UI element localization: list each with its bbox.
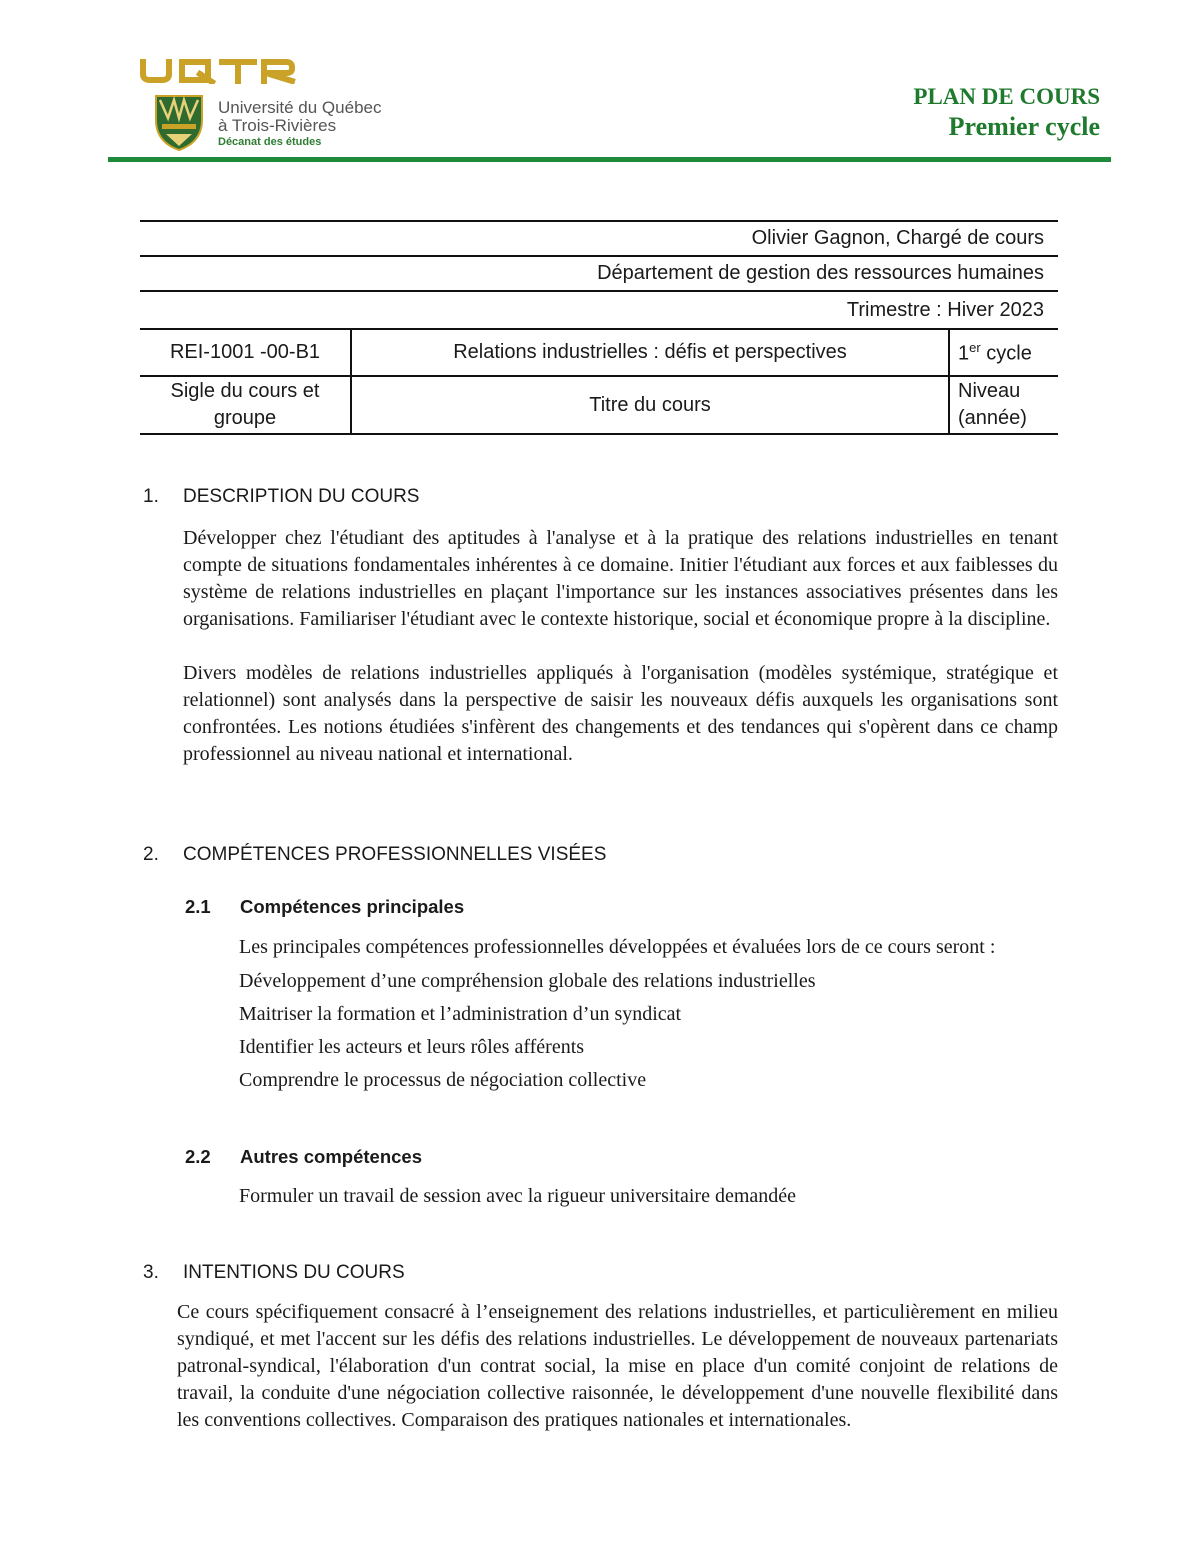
intentions-body xyxy=(177,1299,1058,1434)
course-level xyxy=(949,329,1058,376)
plan-subtitle: Premier cycle xyxy=(948,112,1100,141)
instructor-row xyxy=(140,220,1058,255)
section-title: DESCRIPTION DU COURS xyxy=(183,486,420,507)
university-name-line1: Université du Québec xyxy=(218,98,382,117)
uqtr-wordmark xyxy=(138,58,298,84)
table-row xyxy=(140,376,1058,434)
competences-intro: Les principales compétences professionnelles développées et évaluées lors de ce cours seront : xyxy=(239,936,996,958)
subsection-number: 2.1 xyxy=(185,896,211,917)
course-info-table xyxy=(140,220,1058,435)
section-number: 2. xyxy=(143,844,159,865)
label-code-line1: Sigle du cours et xyxy=(170,380,320,402)
list-item: Identifier les acteurs et leurs rôles afférents xyxy=(239,1036,585,1058)
table-row xyxy=(140,329,1058,376)
section-heading xyxy=(143,1262,1063,1284)
course-code: REI-1001 -00-B1 xyxy=(140,329,351,376)
section-title: INTENTIONS DU COURS xyxy=(183,1262,405,1283)
course-identification-table xyxy=(140,328,1058,435)
section-title: COMPÉTENCES PROFESSIONNELLES VISÉES xyxy=(183,844,607,865)
page-header xyxy=(0,0,1200,170)
department-row xyxy=(140,255,1058,290)
label-level xyxy=(949,376,1058,434)
list-item: Formuler un travail de session avec la rigueur universitaire demandée xyxy=(239,1185,797,1207)
subsection-heading xyxy=(185,896,1105,918)
section-heading xyxy=(143,486,1063,508)
subsection-title: Autres compétences xyxy=(240,1146,422,1167)
term-label: Trimestre : Hiver 2023 xyxy=(846,298,1044,321)
list-item: Comprendre le processus de négociation collective xyxy=(239,1069,647,1091)
university-unit: Décanat des études xyxy=(218,136,322,148)
plan-title: PLAN DE COURS xyxy=(913,84,1100,109)
section-competences xyxy=(143,844,1063,866)
subsection-heading xyxy=(185,1146,1105,1168)
subsection-number: 2.2 xyxy=(185,1146,211,1167)
label-code-line2: groupe xyxy=(213,407,277,429)
university-name-line2: à Trois-Rivières xyxy=(218,116,337,135)
section-description xyxy=(143,486,1063,508)
level-word: cycle xyxy=(980,342,1032,365)
header-divider xyxy=(108,157,1111,162)
label-course-title: Titre du cours xyxy=(351,376,949,434)
section-intentions xyxy=(143,1262,1063,1284)
description-paragraph-2: Divers modèles de relations industrielles appliqués à l'organisation (modèles systémique, stratégique et relationnel) sont analysés dans la perspective de saisir les nouveaux défis auxquels les organisations sont confrontées. Les notions étudiées s'infèrent des changements et des tendances qui s'opèrent dans ce champ professionnel au niveau national et international. xyxy=(183,662,1058,765)
level-number: 1 xyxy=(958,342,970,365)
instructor-name: Olivier Gagnon, Chargé de cours xyxy=(751,227,1044,249)
description-paragraph-1: Développer chez l'étudiant des aptitudes à l'analyse et à la pratique des relations industrielles en tenant compte de situations fondamentales inhérentes à ce domaine. Initier l'étudiant aux forces et aux faiblesses du système de relations industrielles en plaçant l'importance sur les instances associatives présentes dans les organisations. Familiariser l'étudiant avec le contexte historique, social et économique propre à la discipline. xyxy=(183,527,1058,630)
main-competences-body xyxy=(239,934,1058,1097)
university-crest-icon xyxy=(154,94,204,152)
level-superscript: er xyxy=(969,339,981,355)
list-item: Développement d’une compréhension globale des relations industrielles xyxy=(239,970,816,992)
university-logo xyxy=(138,58,398,158)
intentions-paragraph: Ce cours spécifiquement consacré à l’enseignement des relations industrielles, et particulièrement en milieu syndiqué, et met l'accent sur les défis des relations industrielles. Le développement de nouveaux partenariats patronal-syndical, l'élaboration d'un contrat social, la mise en place d'un comité conjoint de relations de travail, la conduite d'une négociation collective raisonnée, le développement d'une nouvelle flexibilité dans les conventions collectives. Comparaison des pratiques nationales et internationales. xyxy=(177,1301,1058,1431)
section-number: 3. xyxy=(143,1262,159,1283)
label-level-line1: Niveau xyxy=(958,380,1021,402)
label-level-line2: (année) xyxy=(958,407,1027,429)
subsection-title: Compétences principales xyxy=(240,896,465,917)
competences-list xyxy=(239,965,1058,1097)
department-name: Département de gestion des ressources humaines xyxy=(597,262,1044,284)
description-body xyxy=(183,525,1058,768)
section-number: 1. xyxy=(143,486,159,507)
term-row xyxy=(140,290,1058,328)
course-title: Relations industrielles : défis et perspectives xyxy=(351,329,949,376)
list-item: Maitriser la formation et l’administration d’un syndicat xyxy=(239,1003,682,1025)
section-heading xyxy=(143,844,1063,866)
subsection-main-competences xyxy=(185,896,1105,918)
label-course-code xyxy=(140,376,351,434)
subsection-other-competences xyxy=(185,1146,1105,1168)
other-competences-body xyxy=(239,1180,1058,1213)
